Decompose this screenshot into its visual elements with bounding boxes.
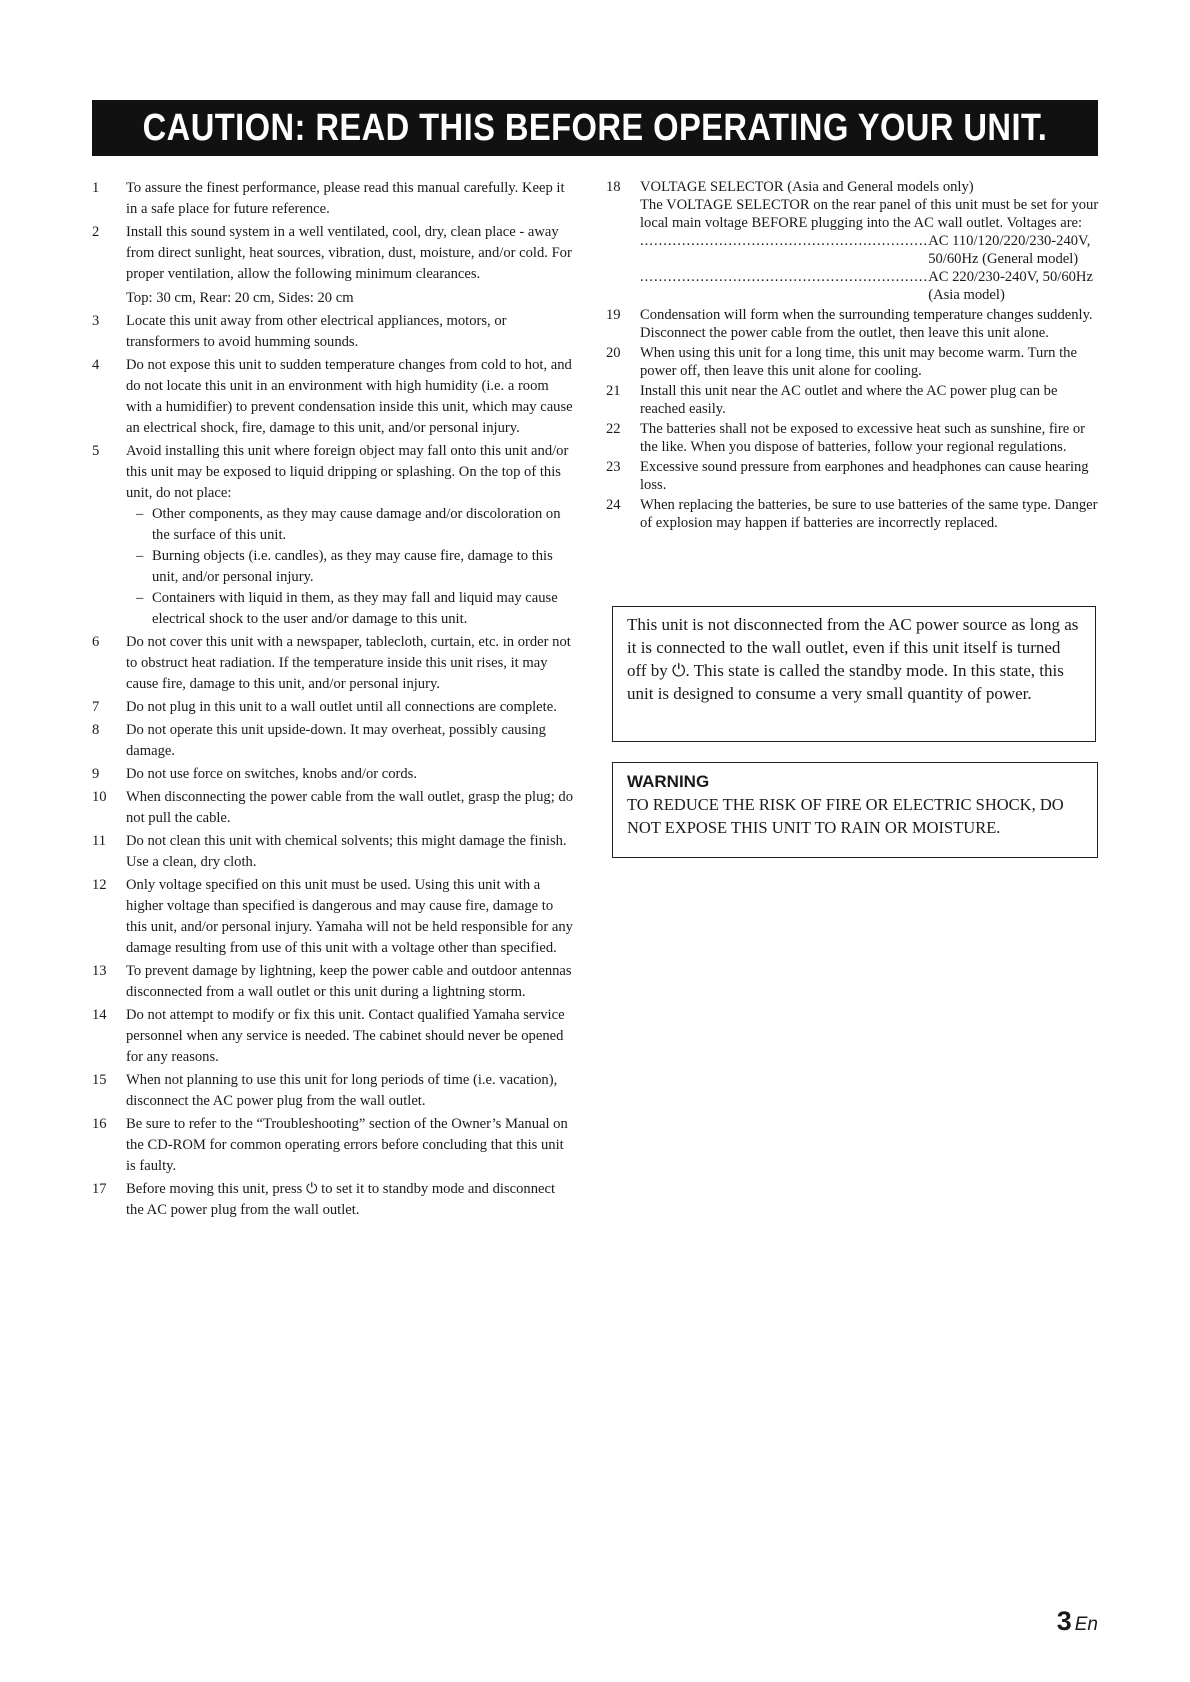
item-number: 11 (92, 833, 107, 849)
list-item (606, 382, 1102, 418)
caution-banner (92, 100, 1098, 156)
item-text: Do not expose this unit to sudden temperature changes from cold to hot, and do not locate this unit in an environment with high humidity (i.e. a room with a humidifier) to prevent condensation inside this unit, which may cause an electrical shock, fire, damage to this unit, and/or personal injury. (126, 357, 573, 436)
item-text: Install this unit near the AC outlet and where the AC power plug can be reached easily. (640, 383, 1058, 417)
right-column (606, 178, 1102, 534)
item-number: 20 (606, 345, 621, 361)
voltage-leader: .............................................................. (640, 233, 929, 249)
voltage-row (640, 268, 1102, 304)
item-text: To prevent damage by lightning, keep the power cable and outdoor antennas disconnected from a wall outlet or this unit during a lightning storm. (126, 963, 572, 1000)
item-text: Locate this unit away from other electrical appliances, motors, or transformers to avoid humming sounds. (126, 313, 507, 350)
item-number: 8 (92, 722, 100, 738)
list-item (92, 720, 576, 762)
item-text: Condensation will form when the surrounding temperature changes suddenly. Disconnect the power cable from the outlet, then leave this unit alone. (640, 307, 1093, 341)
item-text: Do not operate this unit upside-down. It may overheat, possibly causing damage. (126, 722, 546, 759)
item-subtext: Top: 30 cm, Rear: 20 cm, Sides: 20 cm (126, 290, 354, 306)
item-number: 16 (92, 1116, 107, 1132)
item-number: 3 (92, 313, 100, 329)
dash-item: – Containers with liquid in them, as they may fall and liquid may cause electrical shock to the user and/or damage to this unit. (126, 588, 576, 630)
page-number (1057, 1606, 1098, 1637)
item-text: When disconnecting the power cable from the wall outlet, grasp the plug; do not pull the cable. (126, 789, 574, 826)
item-text: Excessive sound pressure from earphones and headphones can cause hearing loss. (640, 459, 1089, 493)
list-item (606, 178, 1102, 304)
item-text: Install this sound system in a well ventilated, cool, dry, clean place - away from direct sunlight, heat sources, vibration, dust, moisture, and/or cold. For proper ventilation, allow the following minimum clearances. (126, 224, 572, 282)
item-text: Do not use force on switches, knobs and/or cords. (126, 766, 418, 782)
page-title: CAUTION: READ THIS BEFORE OPERATING YOUR UNIT. (142, 106, 1048, 149)
list-item (92, 1005, 576, 1068)
item-number: 23 (606, 459, 621, 475)
page-language: En (1074, 1614, 1098, 1635)
item-number: 1 (92, 180, 100, 196)
item-number: 2 (92, 224, 100, 240)
list-item (606, 420, 1102, 456)
voltage-leader: .............................................................. (640, 269, 929, 285)
item-number: 18 (606, 179, 621, 195)
item-text: VOLTAGE SELECTOR (Asia and General models only) The VOLTAGE SELECTOR on the rear panel of this unit must be set for your local main voltage BEFORE plugging into the AC wall outlet. Voltages are: (640, 179, 1099, 231)
item-number: 13 (92, 963, 107, 979)
item-number: 14 (92, 1007, 107, 1023)
list-item (606, 496, 1102, 532)
item-text: When not planning to use this unit for long periods of time (i.e. vacation), disconnect the AC power plug from the wall outlet. (126, 1072, 558, 1109)
item-text: Be sure to refer to the “Troubleshooting” section of the Owner’s Manual on the CD-ROM for common operating errors before concluding that this unit is faulty. (126, 1116, 568, 1174)
item-text: To assure the finest performance, please read this manual carefully. Keep it in a safe place for future reference. (126, 180, 565, 217)
voltage-value: AC 110/120/220/230-240V, 50/60Hz (General model) (928, 233, 1091, 267)
item-text: Before moving this unit, press ⏻ to set it to standby mode and disconnect the AC power plug from the wall outlet. (126, 1181, 556, 1218)
list-item (92, 787, 576, 829)
item-number: 17 (92, 1181, 107, 1197)
list-item (92, 697, 576, 718)
list-item (92, 1070, 576, 1112)
dash-item: – Other components, as they may cause damage and/or discoloration on the surface of this unit. (126, 504, 576, 546)
list-item (92, 831, 576, 873)
item-text: When replacing the batteries, be sure to use batteries of the same type. Danger of explosion may happen if batteries are incorrectly replaced. (640, 497, 1098, 531)
item-text: Do not clean this unit with chemical solvents; this might damage the finish. Use a clean, dry cloth. (126, 833, 567, 870)
voltage-row (640, 232, 1102, 268)
item-text: The batteries shall not be exposed to excessive heat such as sunshine, fire or the like. When you dispose of batteries, follow your regional regulations. (640, 421, 1085, 455)
item-number: 15 (92, 1072, 107, 1088)
item-text: Do not plug in this unit to a wall outlet until all connections are complete. (126, 699, 557, 715)
dash-item: – Burning objects (i.e. candles), as they may cause fire, damage to this unit, and/or personal injury. (126, 546, 576, 588)
item-text: When using this unit for a long time, this unit may become warm. Turn the power off, then leave this unit alone for cooling. (640, 345, 1077, 379)
item-number: 9 (92, 766, 100, 782)
list-item (606, 458, 1102, 494)
warning-box (612, 762, 1098, 858)
item-number: 12 (92, 877, 107, 893)
warning-title: WARNING (627, 772, 710, 791)
item-text: Avoid installing this unit where foreign object may fall onto this unit and/or this unit may be exposed to liquid dripping or splashing. On the top of this unit, do not place: (126, 443, 569, 501)
item-number: 22 (606, 421, 621, 437)
list-item (92, 1179, 576, 1221)
item-number: 7 (92, 699, 100, 715)
standby-notice-text: This unit is not disconnected from the AC power source as long as it is connected to the wall outlet, even if this unit itself is turned off by ⏻. This state is called the standby mode. In this state, this unit is designed to consume a very small quantity of power. (627, 615, 1079, 703)
item-number: 10 (92, 789, 107, 805)
item-text: Do not attempt to modify or fix this unit. Contact qualified Yamaha service personnel when any service is needed. The cabinet should never be opened for any reasons. (126, 1007, 565, 1065)
list-item (92, 875, 576, 959)
item-text: Only voltage specified on this unit must be used. Using this unit with a higher voltage than specified is dangerous and may cause fire, damage to this unit, and/or personal injury. Yamaha will not be held responsible for any damage resulting from use of this unit with a voltage other than specified. (126, 877, 573, 956)
item-number: 6 (92, 634, 100, 650)
list-item (92, 311, 576, 353)
list-item (92, 178, 576, 220)
list-item (92, 764, 576, 785)
item-number: 4 (92, 357, 100, 373)
voltage-value: AC 220/230-240V, 50/60Hz (Asia model) (928, 269, 1093, 303)
list-item (92, 441, 576, 630)
list-item (92, 961, 576, 1003)
warning-text: TO REDUCE THE RISK OF FIRE OR ELECTRIC SHOCK, DO NOT EXPOSE THIS UNIT TO RAIN OR MOISTURE. (627, 795, 1064, 837)
left-column (92, 178, 576, 1223)
list-item (92, 222, 576, 309)
item-text: Do not cover this unit with a newspaper, tablecloth, curtain, etc. in order not to obstruct heat radiation. If the temperature inside this unit rises, it may cause fire, damage to this unit, and/or personal injury. (126, 634, 571, 692)
list-item (92, 632, 576, 695)
list-item (92, 355, 576, 439)
standby-notice-box (612, 606, 1096, 742)
item-number: 19 (606, 307, 621, 323)
list-item (606, 306, 1102, 342)
item-number: 21 (606, 383, 621, 399)
list-item (92, 1114, 576, 1177)
item-number: 24 (606, 497, 621, 513)
item-number: 5 (92, 443, 100, 459)
list-item (606, 344, 1102, 380)
page-number-value: 3 (1056, 1606, 1072, 1636)
